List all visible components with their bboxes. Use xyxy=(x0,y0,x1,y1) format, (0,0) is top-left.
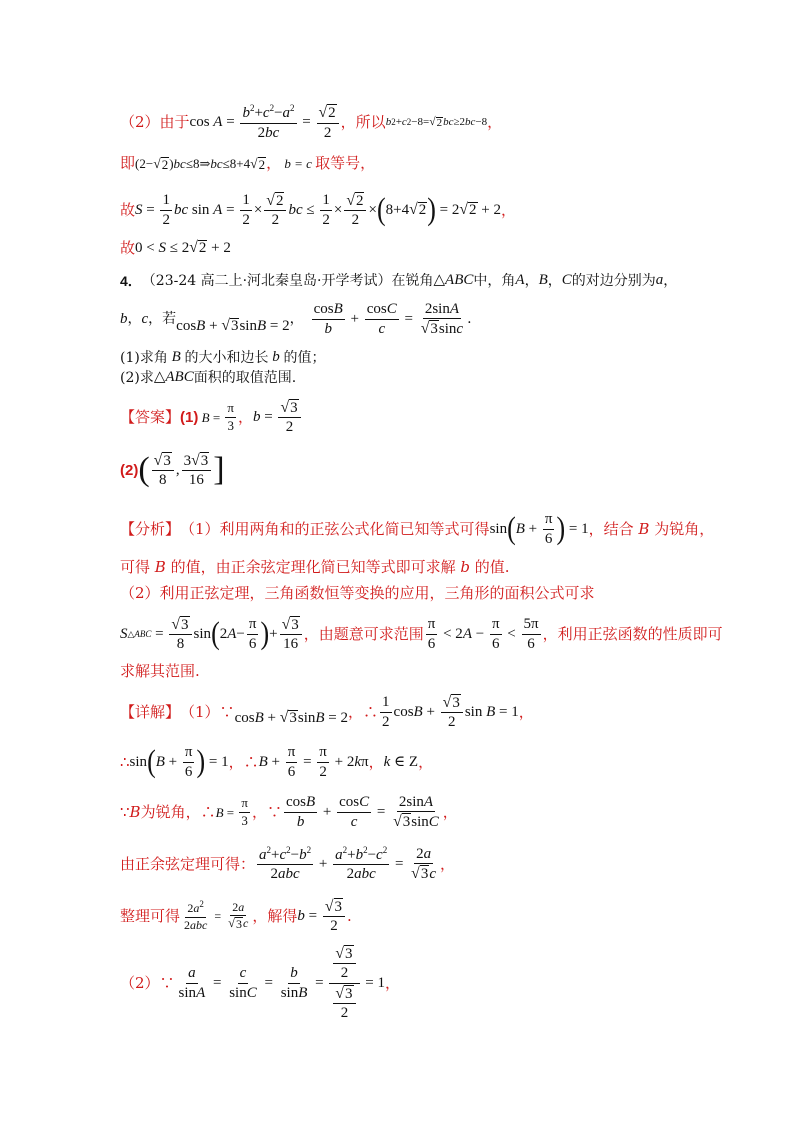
formula-angle-range: $\frac{\pi}{6}$ < 2 A − $\frac{\pi}{6}$ < $\frac{5\pi}{6}$ xyxy=(427,616,539,652)
analysis-label: 【分析】 xyxy=(120,519,181,538)
text-segment: ， xyxy=(237,407,253,426)
formula-area-expression: S △ABC = √ 3 8 sin ( 2 A − $\frac{\pi}{6}$ ) + √ 3 16 xyxy=(120,616,304,653)
detail-line-5 xyxy=(120,896,352,936)
text-segment: ∴ xyxy=(120,752,130,771)
text-segment: (2)求 xyxy=(120,369,154,386)
question-4-part-1 xyxy=(120,350,326,365)
text-segment: ， xyxy=(289,311,304,327)
text-segment: . xyxy=(347,906,352,925)
analysis-line-4 xyxy=(120,614,723,654)
text-segment: （1）∵ xyxy=(180,702,235,721)
text-segment: ，若 xyxy=(148,311,177,327)
text-segment: （2）由于 xyxy=(120,113,190,131)
formula-bc-bound: (2− √ 2 ) bc ≤8⇒ bc ≤8+4 √ 2 xyxy=(135,155,266,172)
detail-line-3: ∵ B 为锐角，∴ B = $\frac{\pi}{3}$ ，∵ $\frac{\cos B}{b}$ + $\frac{\cos C}{c}$ = 2sinA √ 3 sinC ， xyxy=(120,793,458,830)
detail-line-2 xyxy=(120,742,433,782)
text-segment: ， xyxy=(368,752,384,771)
text-segment: ，所以 xyxy=(340,113,386,131)
text-segment: ，∴ xyxy=(228,752,259,771)
text-segment: 为锐角，∴ xyxy=(140,802,216,821)
text-segment: ，∵ xyxy=(251,802,282,821)
var-b-angle: B xyxy=(167,349,185,365)
formula-detail-sin: sin ( B + $\frac{\pi}{6}$ ) = 1 xyxy=(129,744,229,780)
formula-area-bound: S = $\frac{1}{2}$ bc sin A = $\frac{1}{2}$ × √ 2 2 bc ≤ $\frac{1}{2}$ × √ 2 2 × ( 8+4 √ 2 ) = 2 √ 2 + 2 xyxy=(135,191,501,228)
text-segment: (2) xyxy=(120,461,139,479)
var-c: C xyxy=(561,272,572,288)
text-segment: （2）利用正弦定理，三角函数恒等变换的应用，三角形的面积公式可求 xyxy=(120,584,595,602)
text-segment: 求解其范围. xyxy=(120,662,200,680)
text-segment: ， xyxy=(518,702,534,721)
text-segment: 的值，由正余弦定理化简已知等式即可求解 xyxy=(170,558,456,576)
text-segment: 在锐角 xyxy=(391,272,434,289)
text-segment: ，由题意可求范围 xyxy=(303,624,424,643)
formula-cos-a: cos A = $\frac{b^2+c^2-a^2}{2bc}$ = √ 2 2 xyxy=(190,104,341,141)
formula-area-range: 0 < S ≤ 2 √ 2 + 2 xyxy=(135,239,231,256)
formula-answer-b: B = $\frac{\pi}{3}$ xyxy=(201,400,234,433)
analysis-line-3 xyxy=(120,586,595,601)
formula-k-integer: k ∈ Z xyxy=(383,753,419,770)
detail-line-1 xyxy=(120,692,534,732)
text-segment: 整理可得 xyxy=(120,906,181,925)
analysis-line-5 xyxy=(120,664,200,679)
answer-label: 【答案】 xyxy=(120,407,181,426)
formula-detail-condition-2: $\frac{\cos B}{b}$ + $\frac{\cos C}{c}$ = 2sinA √ 3 sinC xyxy=(285,793,439,830)
question-source: （23-24 高二上·河北秦皇岛·开学考试） xyxy=(141,272,392,289)
formula-detail-sine-law: $\frac{a}{\sin A}$ = $\frac{c}{\sin C}$ = $\frac{b}{\sin B}$ = √ 3 2 √ 3 2 = 1 xyxy=(178,944,385,1021)
question-4-part-2 xyxy=(120,370,296,385)
var-side-a: a xyxy=(655,272,664,288)
solution-line-range xyxy=(120,240,231,256)
text-segment: ，利用正弦函数的性质即可 xyxy=(542,624,723,643)
text-segment: （2）∵ xyxy=(120,973,175,992)
text-segment: ， xyxy=(487,113,503,131)
text-segment: 的值； xyxy=(283,349,326,366)
question-4-line-2 xyxy=(120,302,472,336)
text-segment: (1) xyxy=(180,408,199,426)
formula-detail-b: B = $\frac{\pi}{3}$ xyxy=(215,795,248,828)
text-segment: ， xyxy=(501,200,517,219)
solution-line-cos-a xyxy=(120,104,502,141)
formula-detail-cosine-law: $\frac{a^2+c^2-b^2}{\text{2abc}}$ + $\frac{a^2+b^2-c^2}{\text{2abc}}$ = 2a √ 3 c xyxy=(259,844,436,882)
text-segment: 即 xyxy=(120,154,136,172)
text-segment: ，∴ xyxy=(348,702,379,721)
solution-line-bc-bound xyxy=(120,156,375,171)
question-4-line-1: 4． （23-24 高二上·河北秦皇岛·开学考试） 在锐角 △ABC 中，角 A ， B ， C 的对边分别为 a ， xyxy=(120,272,678,289)
solution-line-area xyxy=(120,192,516,228)
formula-answer-side-b: b = √ 3 2 xyxy=(253,399,303,436)
text-segment: 的值. xyxy=(474,558,510,576)
triangle-abc: △ABC xyxy=(433,272,474,288)
question-number: 4． xyxy=(120,272,142,289)
text-segment: 为锐角， xyxy=(654,519,715,538)
var-side-b: b xyxy=(120,310,128,327)
formula-sin-b-plus: sin ( B + $\frac{\pi}{6}$ ) = 1 xyxy=(489,511,589,547)
analysis-line-1: 【分析】 （1）利用两角和的正弦公式化简已知等式可得 sin ( B + $\frac{\pi}{6}$ ) = 1 ，结合 B 为锐角， xyxy=(120,511,715,547)
var-a: A xyxy=(515,272,525,288)
formula-answer-range: ( √ 3 8 , 3 √ 3 16 ] xyxy=(138,451,225,488)
var-side-c: c xyxy=(141,310,149,327)
formula-condition-1: cos B + √ 3 sin B = 2 xyxy=(176,317,290,334)
text-segment: 的对边分别为 xyxy=(571,272,656,289)
text-segment: 取等号， xyxy=(315,154,376,172)
detail-line-4 xyxy=(120,844,455,884)
text-segment: 故 xyxy=(120,238,136,257)
triangle-abc: △ABC xyxy=(153,369,194,385)
formula-inequality: b 2 + c 2 −8= √ 2 bc ≥2 bc −8 xyxy=(385,115,488,129)
formula-detail-angle: B + $\frac{\pi}{6}$ = $\frac{\pi}{2}$ + 2 k π xyxy=(258,744,369,780)
formula-detail-condition: cos B + √ 3 sin B = 2 xyxy=(234,709,349,726)
text-segment: ∵ xyxy=(120,802,130,821)
answer-line-1 xyxy=(120,398,303,436)
formula-detail-half: $\frac{1}{2}$ cos B + √ 3 2 sin B = 1 xyxy=(382,693,519,730)
text-segment: 故 xyxy=(120,200,136,219)
text-segment: ， xyxy=(524,272,539,289)
answer-line-2 xyxy=(120,448,225,492)
detail-label: 【详解】 xyxy=(120,702,181,721)
formula-detail-b-value: b = √ 3 2 xyxy=(297,898,347,935)
text-segment: 的大小和边长 xyxy=(184,349,269,366)
formula-b-eq-c: b = c xyxy=(281,156,316,171)
text-segment: ， xyxy=(384,973,400,992)
text-segment: （1）利用两角和的正弦公式化简已知等式可得 xyxy=(180,519,490,538)
var-b: B xyxy=(538,272,548,288)
text-segment: (1)求角 xyxy=(120,349,168,366)
text-segment: ， xyxy=(440,854,456,873)
text-segment: 可得 xyxy=(120,558,151,576)
text-segment: ，结合 xyxy=(588,519,634,538)
formula-condition-2: $\frac{\cos B}{b}$ + $\frac{\cos C}{c}$ = 2sinA √ 3 sinc xyxy=(313,300,464,337)
analysis-line-2: 可得 B 的值，由正余弦定理化简已知等式即可求解 b 的值. xyxy=(120,558,510,576)
text-segment: 中，角 xyxy=(473,272,516,289)
text-segment: . xyxy=(467,311,472,327)
formula-detail-simplified: $\frac{2a^2}{\text{2abc}}$ = 2a √ 3 c xyxy=(184,899,249,932)
detail-line-6 xyxy=(120,944,400,1021)
var-side-b: b xyxy=(268,349,284,365)
text-segment: ， xyxy=(442,802,458,821)
text-segment: ， xyxy=(127,311,142,327)
text-segment: ，解得 xyxy=(252,906,298,925)
text-segment: ， xyxy=(547,272,562,289)
text-segment: 面积的取值范围. xyxy=(193,369,297,386)
text-segment: 由正余弦定理可得： xyxy=(120,854,256,873)
text-segment: ， xyxy=(266,154,282,172)
text-segment: ， xyxy=(418,752,434,771)
